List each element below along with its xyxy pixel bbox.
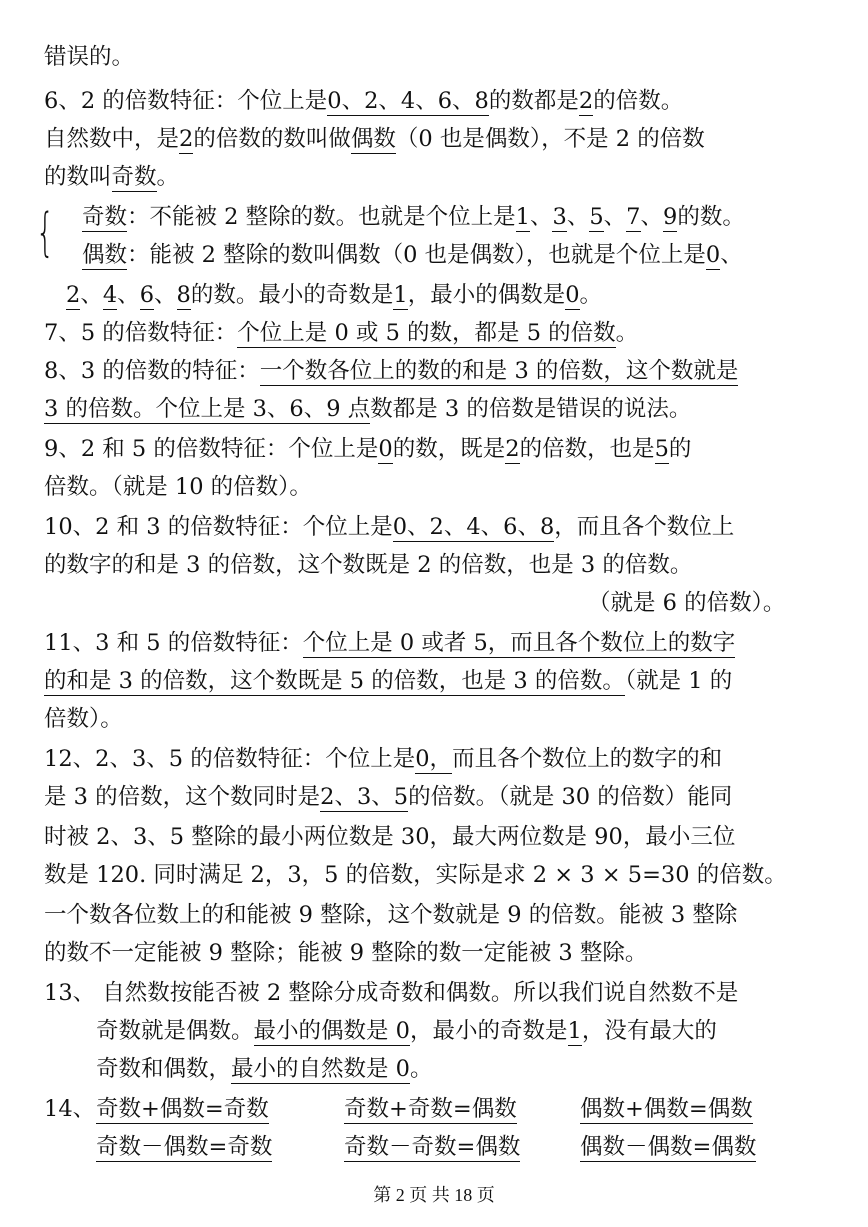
blank-answer: 偶数 xyxy=(350,126,396,152)
formula xyxy=(580,1094,753,1124)
text-segment: 13、 自然数按能否被 2 整除分成奇数和偶数。所以我们说自然数不是 xyxy=(44,980,739,1006)
text-segment: 7、5 的倍数特征： xyxy=(44,320,238,346)
item-12-line xyxy=(44,744,722,774)
text-segment: 、 xyxy=(154,282,177,308)
text-segment: 的数字的和是 3 的倍数，这个数既是 2 的倍数，也是 3 的倍数。 xyxy=(44,552,693,578)
text-segment: 的倍数的数叫做 xyxy=(193,126,351,152)
text-segment: （0 也是偶数），不是 2 的倍数 xyxy=(395,126,705,152)
text-line xyxy=(44,822,735,852)
text-segment: 。 xyxy=(156,164,180,190)
blank-answer: 1 xyxy=(515,204,530,230)
formula-text: 奇数+奇数=偶数 xyxy=(344,1096,517,1122)
text-segment: 11、3 和 5 的倍数特征： xyxy=(44,630,303,656)
text-line xyxy=(66,280,602,310)
text-segment: 、 xyxy=(603,204,627,230)
text-segment: ，没有最大的 xyxy=(581,1018,717,1044)
text-segment: 的数。 xyxy=(677,204,745,230)
blank-answer: 个位上是 0 或者 5，而且各个数位上的数字 xyxy=(302,630,736,656)
text-segment: 、 xyxy=(640,204,664,230)
text-line xyxy=(44,704,123,734)
text-line xyxy=(44,938,647,968)
text-segment: （就是 1 的 xyxy=(624,668,733,694)
blank-answer: 奇数 xyxy=(111,164,157,190)
blank-answer: 7 xyxy=(626,204,641,230)
text-segment: 、 xyxy=(566,204,590,230)
blank-answer: 偶数 xyxy=(82,242,128,268)
text-segment: ，最小的奇数是 xyxy=(409,1018,568,1044)
text-line xyxy=(44,394,691,424)
formula-text: 奇数－奇数=偶数 xyxy=(344,1134,521,1160)
text-segment: 的倍数。 xyxy=(593,88,684,114)
blank-answer: 8 xyxy=(176,282,191,308)
text-segment: 倍数。（就是 10 的倍数）。 xyxy=(44,474,312,500)
blank-answer: 9 xyxy=(663,204,678,230)
blank-answer: 2 xyxy=(179,126,194,152)
text-line xyxy=(44,900,737,930)
formula-text: 奇数－偶数=奇数 xyxy=(96,1134,273,1160)
text-segment: 的倍数。（就是 30 的倍数）能同 xyxy=(408,784,733,810)
text-segment: 的数。最小的奇数是 xyxy=(190,282,394,308)
item-8-line xyxy=(44,356,738,386)
text-segment: 奇数就是偶数。 xyxy=(96,1018,254,1044)
text-segment: 数都是 3 的倍数是错误的说法。 xyxy=(370,396,692,422)
text-line xyxy=(44,472,312,502)
text-segment: 、 xyxy=(529,204,553,230)
text-line xyxy=(44,782,732,812)
text-segment: 倍数）。 xyxy=(44,706,123,732)
even-definition-line xyxy=(82,240,743,270)
blank-answer: 0 xyxy=(378,436,393,462)
text-line xyxy=(44,42,134,72)
text-segment: 。 xyxy=(409,1056,433,1082)
text-segment: 错误的。 xyxy=(44,44,135,70)
text-segment: ，而且各个数位上 xyxy=(554,514,735,540)
text-segment: （就是 6 的倍数）。 xyxy=(588,590,786,616)
blank-answer: 2 xyxy=(578,88,594,114)
text-line xyxy=(44,162,179,192)
text-segment: 的倍数，也是 xyxy=(519,436,655,462)
left-brace: { xyxy=(36,203,55,263)
blank-answer: 最小的自然数是 0 xyxy=(231,1056,410,1082)
text-segment: 自然数中，是 xyxy=(44,126,180,152)
blank-answer: 1 xyxy=(393,282,408,308)
text-segment: 、 xyxy=(117,282,140,308)
text-line xyxy=(96,1054,433,1084)
blank-answer: 2、3、5 xyxy=(320,784,409,810)
text-segment: 、 xyxy=(720,242,743,268)
text-line xyxy=(44,124,705,154)
item-13-line xyxy=(44,978,738,1008)
blank-answer: 0， xyxy=(415,746,453,772)
blank-answer: 5 xyxy=(589,204,604,230)
blank-answer: 3 的倍数。个位上是 3、6、9 点 xyxy=(44,396,371,422)
blank-answer: 4 xyxy=(102,282,118,308)
text-segment: 的数不一定能被 9 整除；能被 9 整除的数一定能被 3 整除。 xyxy=(44,940,648,966)
blank-answer: 0 xyxy=(705,242,721,268)
odd-definition-line xyxy=(82,202,745,232)
text-segment: 的数叫 xyxy=(44,164,112,190)
text-segment: 12、2、3、5 的倍数特征：个位上是 xyxy=(44,746,416,772)
item-7-line xyxy=(44,318,638,348)
blank-answer: 3 xyxy=(552,204,567,230)
page-footer: 第 2 页 共 18 页 xyxy=(373,1185,495,1205)
formula xyxy=(96,1132,272,1162)
text-segment: 、 xyxy=(80,282,103,308)
text-segment: 数是 120. 同时满足 2，3，5 的倍数，实际是求 2 × 3 × 5=30 的倍数。 xyxy=(44,862,787,888)
item-6-line xyxy=(44,86,683,116)
item-10-line xyxy=(44,512,734,542)
formula-text: 偶数+偶数=偶数 xyxy=(580,1096,753,1122)
blank-answer: 0、2、4、6、8 xyxy=(327,88,489,114)
text-segment: 而且各个数位上的数字的和 xyxy=(452,746,723,772)
blank-answer: 6 xyxy=(139,282,155,308)
blank-answer: 1 xyxy=(567,1018,582,1044)
formula xyxy=(344,1132,520,1162)
blank-answer: 0 xyxy=(565,282,580,308)
formula xyxy=(344,1094,517,1124)
text-segment: 是 3 的倍数，这个数同时是 xyxy=(44,784,321,810)
item-14-number: 14、 xyxy=(44,1096,96,1122)
text-segment: 6、2 的倍数特征：个位上是 xyxy=(44,88,328,114)
text-segment: 的数，既是 xyxy=(392,436,506,462)
formula xyxy=(96,1094,269,1124)
blank-answer: 的和是 3 的倍数，这个数既是 5 的倍数，也是 3 的倍数。 xyxy=(44,668,625,694)
text-segment: ：不能被 2 整除的数。也就是个位上是 xyxy=(127,204,516,230)
blank-answer: 一个数各位上的数的和是 3 的倍数，这个数就是 xyxy=(259,358,739,384)
text-segment: ：能被 2 整除的数叫偶数（0 也是偶数），也就是个位上是 xyxy=(127,242,706,268)
text-segment: 的 xyxy=(668,436,692,462)
text-segment: 9、2 和 5 的倍数特征：个位上是 xyxy=(44,436,379,462)
blank-answer: 0、2、4、6、8 xyxy=(392,514,555,540)
item-11-line xyxy=(44,628,735,658)
blank-answer: 最小的偶数是 0 xyxy=(253,1018,410,1044)
text-line xyxy=(44,550,692,580)
blank-answer: 奇数 xyxy=(82,204,128,230)
blank-answer: 个位上是 0 或 5 的数，都是 5 的倍数 xyxy=(237,320,616,346)
item-9-line xyxy=(44,434,691,464)
text-segment: 一个数各位数上的和能被 9 整除，这个数就是 9 的倍数。能被 3 整除 xyxy=(44,902,738,928)
blank-answer: 2 xyxy=(505,436,520,462)
text-segment: 时被 2、3、5 整除的最小两位数是 30，最大两位数是 90，最小三位 xyxy=(44,824,736,850)
blank-answer: 5 xyxy=(654,436,669,462)
text-segment: 8、3 的倍数的特征： xyxy=(44,358,260,384)
formula-text: 偶数－偶数=偶数 xyxy=(580,1134,757,1160)
text-segment: 。 xyxy=(579,282,603,308)
text-segment: 的数都是 xyxy=(488,88,579,114)
formula xyxy=(580,1132,756,1162)
text-line xyxy=(588,588,785,618)
text-line xyxy=(96,1016,717,1046)
text-segment: ，最小的偶数是 xyxy=(407,282,566,308)
text-segment: 。 xyxy=(615,320,639,346)
text-segment: 10、2 和 3 的倍数特征：个位上是 xyxy=(44,514,393,540)
blank-answer: 2 xyxy=(66,282,81,308)
text-line xyxy=(44,666,732,696)
text-line xyxy=(44,860,787,890)
text-segment: 奇数和偶数， xyxy=(96,1056,232,1082)
formula-text: 奇数+偶数=奇数 xyxy=(96,1096,269,1122)
